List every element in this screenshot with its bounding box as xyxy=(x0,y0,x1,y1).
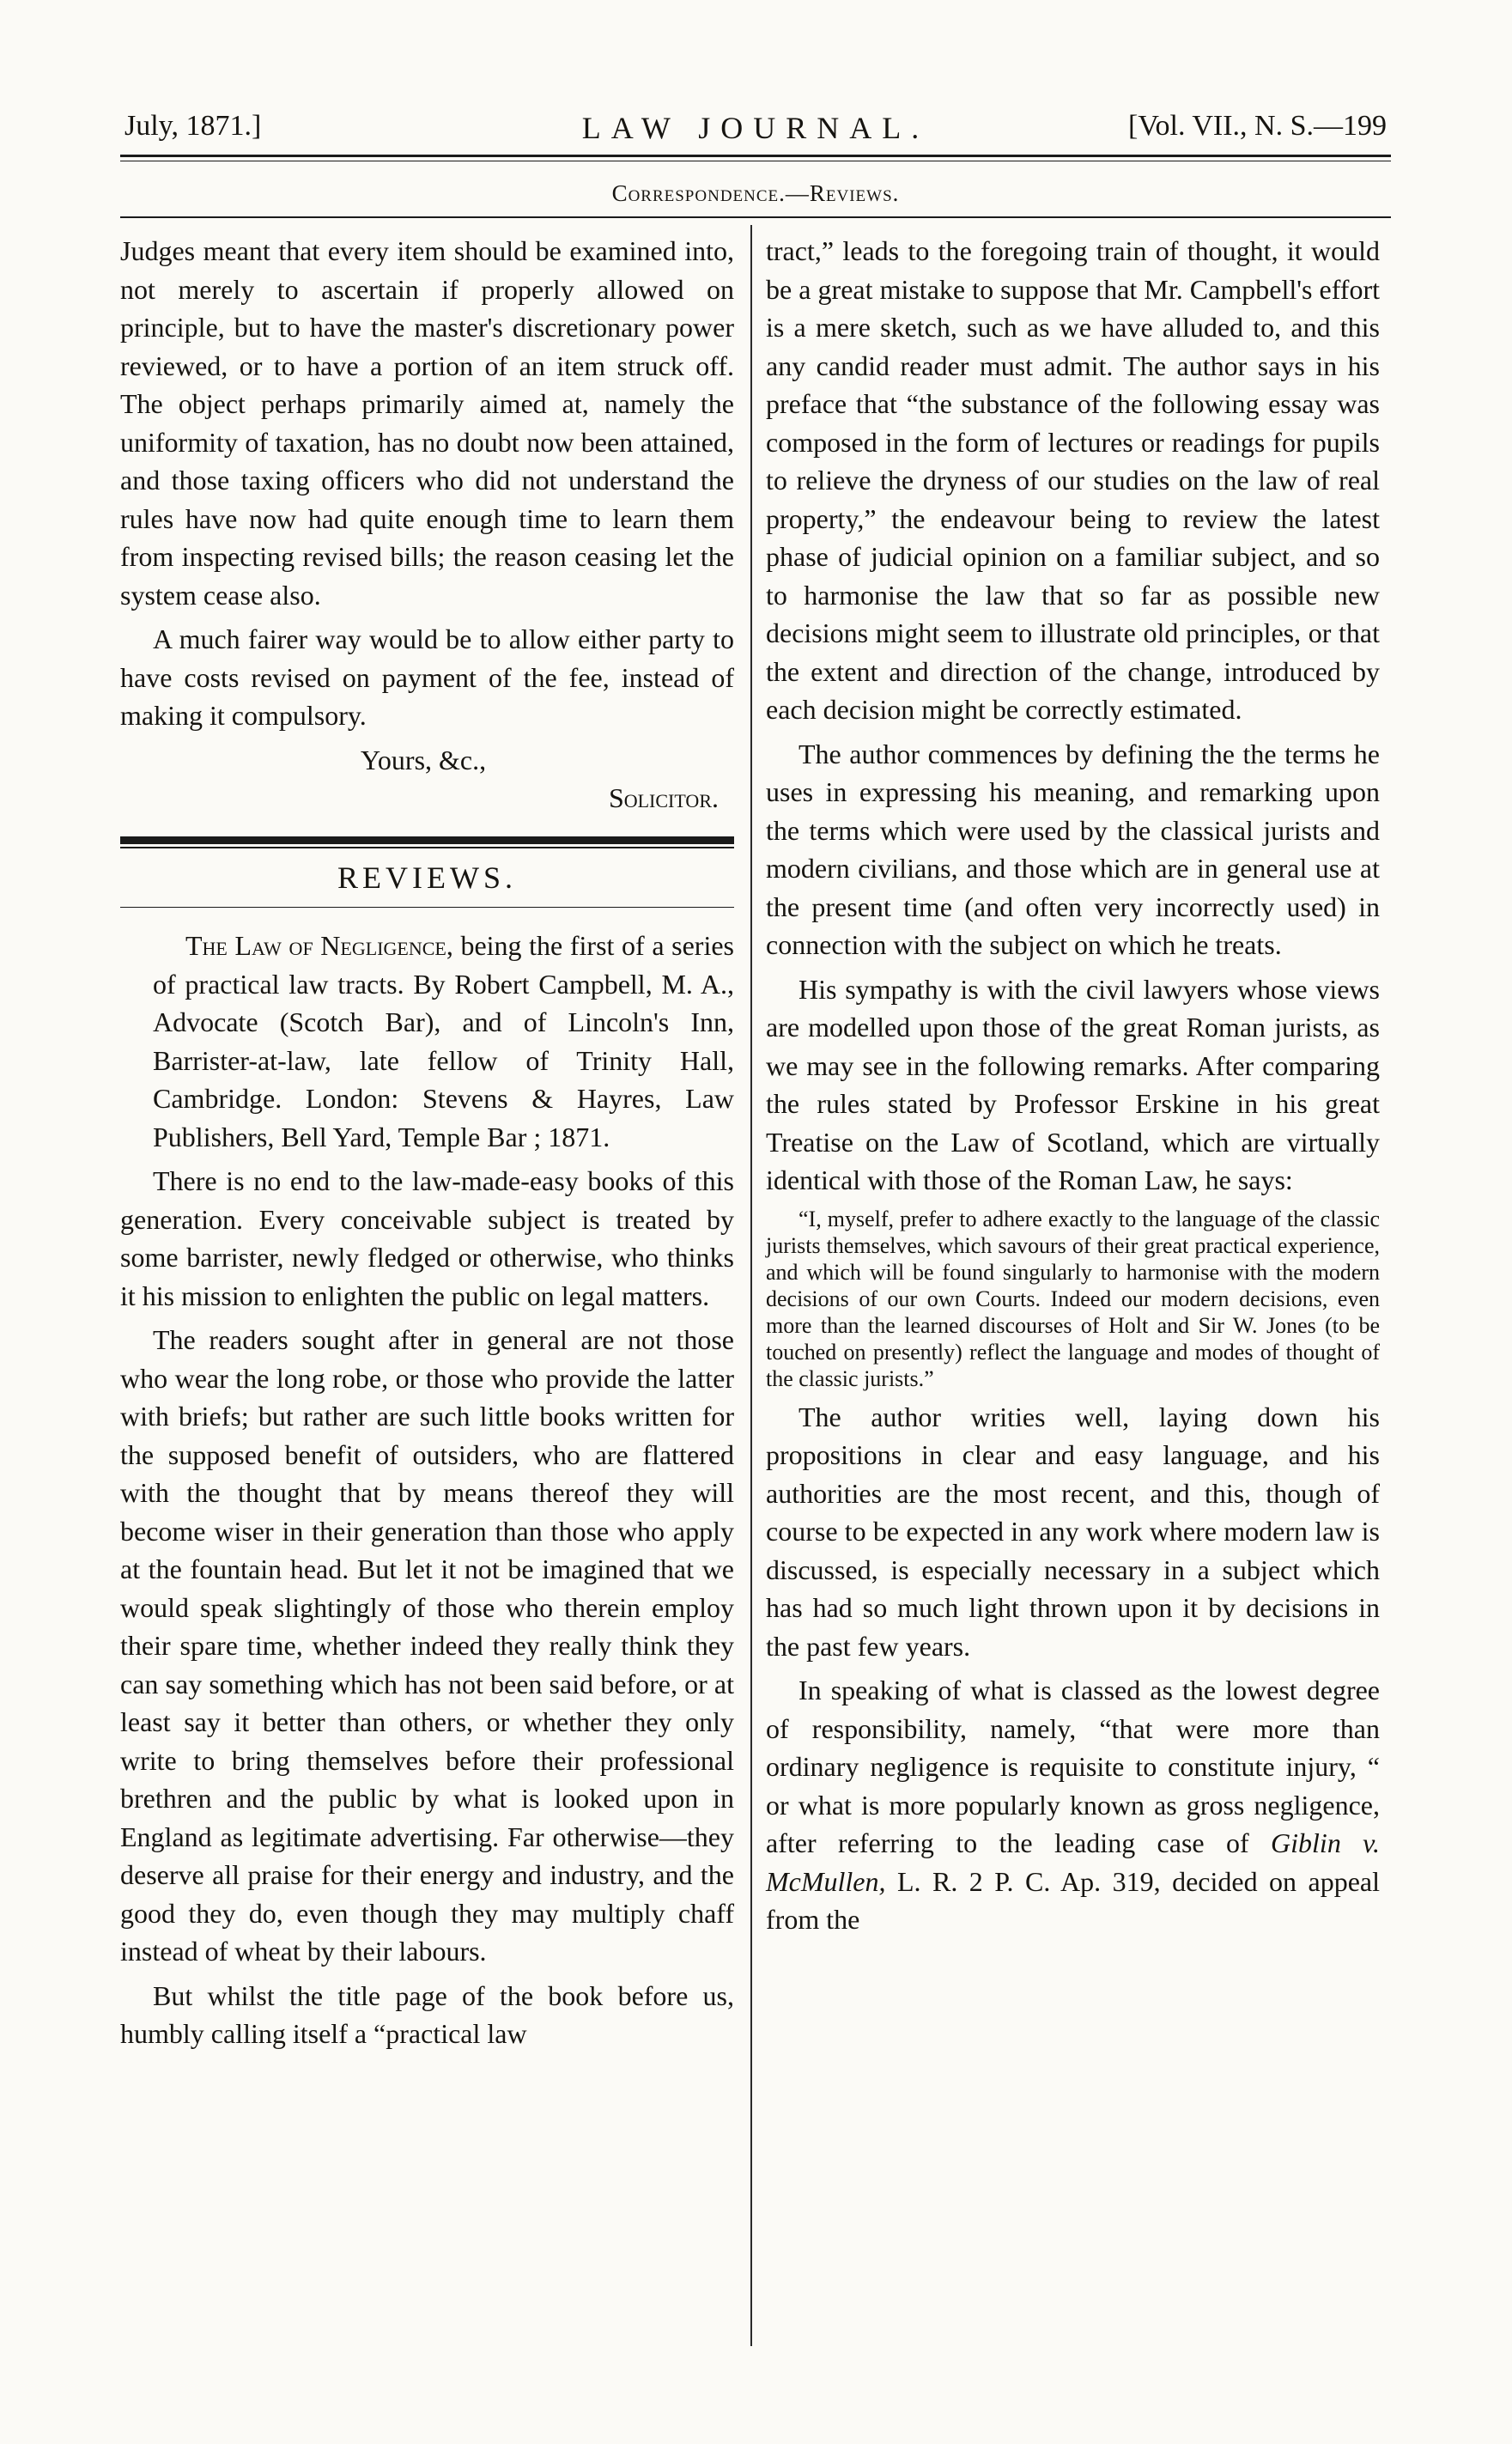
letter-signoff xyxy=(120,741,734,818)
review-paragraph-final xyxy=(766,1671,1380,1939)
reviews-heading-rule xyxy=(120,907,734,908)
letter-closing: Yours, &c., xyxy=(361,744,487,775)
review-paragraph: The author writies well, laying down his propositions in clear and easy language, and his authorities are the most recent, and this, though of course to be expected in any work where modern law is discussed, is especially necessary in a subject which has had so much light thrown upon it by decisions in the past few years. xyxy=(766,1401,1380,1662)
book-details: being the first of a series of practical law tracts. By Robert Campbell, M. A., Advocate (Scotch Bar), and of Lincoln's Inn, Barrister-at-law, late fellow of Trinity Hall, Cambridge. London: Stevens & Hayres, Law Publishers, Bell Yard, Temple Bar ; 1871. xyxy=(153,930,735,1152)
volume-page-number: [Vol. VII., N. S.—199 xyxy=(1128,110,1387,142)
section-heading: Correspondence.—Reviews. xyxy=(611,180,900,206)
header-rule xyxy=(120,155,1391,157)
review-continuation: tract,” leads to the foregoing train of thought, it would be a great mistake to suppose that Mr. Campbell's effort is a mere sketch, such as we have alluded to, and this any candid reader must admit. The author says in his preface that “the substance of the following essay was composed in the form of lectures or readings for pupils to relieve the dryness of our studies on the law of real property,” the endeavour being to review the latest phase of judicial opinion on a familiar subject, and so to harmonise the law that so far as possible new decisions might seem to illustrate old principles, or that the extent and direction of the change, introduced by each decision might be correctly estimated. xyxy=(766,235,1380,725)
block-quote: “I, myself, prefer to adhere exactly to the language of the classic jurists themselves, which savours of their great practical experience, and which will be found singularly to harmonise with the modern decisions of our own Courts. Indeed our modern decisions, even more than the learned discourses of Holt and Sir W. Jones (to be touched on presently) reflect the language and modes of thought of the classic jurists.” xyxy=(766,1206,1380,1391)
running-head xyxy=(124,110,1387,153)
final-paragraph-end: L. R. 2 P. C. Ap. 319, decided on appeal from the xyxy=(766,1865,1380,1935)
review-paragraph: The readers sought after in general are not those who wear the long robe, or those who provide the latter with briefs; but rather are such little books written for the supposed benefit of outsiders, who are flattered with the thought that by means thereof they will become wiser in their generation than those who apply at the fountain head. But let it not be imagined that we would speak slightingly of those who therein employ their spare time, whether indeed they really think they can say something which has not been said before, or at least say it better than others, or whether they only write to bring themselves before their professional brethren and the public by what is looked upon in England as legitimate advertising. Far otherwise—they deserve all praise for their energy and industry, and the good they do, even though they may multiply chaff instead of wheat by their labours. xyxy=(120,1324,734,1967)
left-column xyxy=(120,232,734,2059)
column-divider xyxy=(750,225,752,2346)
letter-signature: Solicitor. xyxy=(608,782,719,813)
right-column xyxy=(766,232,1380,1945)
case-name: Giblin v. McMullen, xyxy=(766,1827,1381,1897)
correspondence-continuation: Judges meant that every item should be examined into, not merely to ascertain if properly allowed on principle, but to have the master's discretionary power reviewed, or to have a portion of an item struck off. The object perhaps primarily aimed at, namely the uniformity of taxation, has no doubt now been attained, and those taxing officers who did not understand the rules have now had quite enough time to learn them from inspecting revised bills; the reason ceasing let the system cease also. xyxy=(120,235,734,611)
reviews-heading: REVIEWS. xyxy=(337,860,517,895)
section-rule xyxy=(120,216,1391,218)
review-paragraph: There is no end to the law-made-easy books of this generation. Every conceivable subject is treated by some barrister, newly fledged or otherwise, who thinks it his mission to enlighten the public on legal matters. xyxy=(120,1165,734,1311)
correspondence-suggestion: A much fairer way would be to allow either party to have costs revised on payment of the fee, instead of making it compulsory. xyxy=(120,623,734,731)
book-title: The Law of Negligence, xyxy=(185,930,453,961)
review-paragraph: But whilst the title page of the book before us, humbly calling itself a “practical law xyxy=(120,1979,734,2049)
review-paragraph: His sympathy is with the civil lawyers whose views are modelled upon those of the great Roman jurists, as we may see in the following remarks. After comparing the rules stated by Professor Erskine in his great Treatise on the Law of Scotland, which are virtually identical with those of the Roman Law, he says: xyxy=(766,973,1380,1195)
book-entry xyxy=(120,927,734,1156)
final-paragraph-start: In speaking of what is classed as the lowest degree of responsibility, namely, “that were more than ordinary negligence is requisite to constitute injury, “ or what is more popularly known as gross negligence, after referring to the leading case of xyxy=(766,1675,1380,1858)
reviews-rule-thin xyxy=(120,847,734,848)
issue-date: July, 1871.] xyxy=(124,110,262,142)
review-paragraph: The author commences by defining the the terms he uses in expressing his meaning, and remarking upon the terms which were used by the classical jurists and modern civilians, and those which are in general use at the present time (and often very incorrectly used) in connection with the subject on which he treats. xyxy=(766,738,1380,960)
journal-title: LAW JOURNAL. xyxy=(581,111,930,145)
reviews-rule xyxy=(120,836,734,844)
